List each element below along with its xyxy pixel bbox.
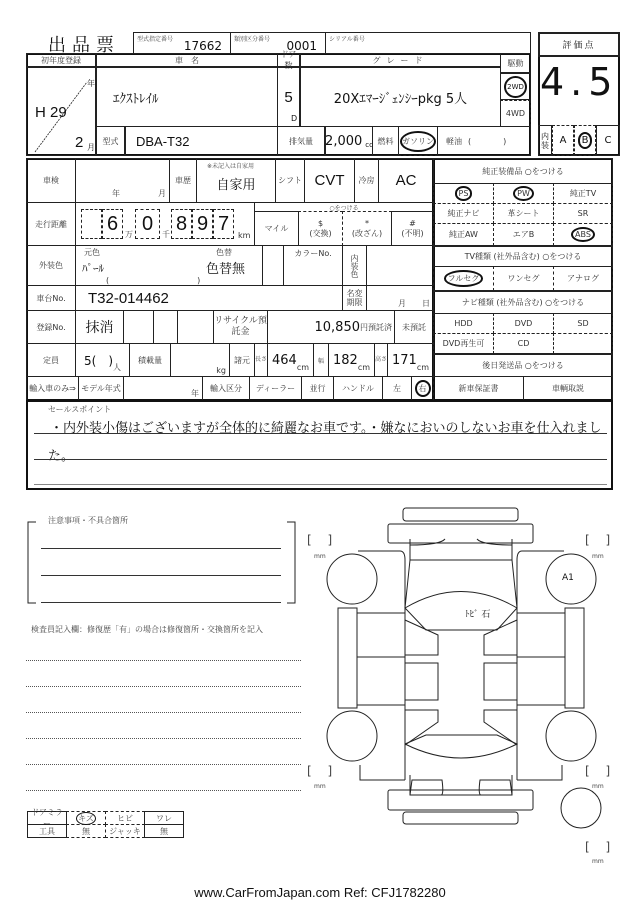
km-unit: km [238, 231, 251, 240]
sales-point-box [26, 400, 613, 490]
handle-label: ハンドル [333, 376, 383, 401]
drive-2wd [500, 73, 531, 100]
inspector-line [26, 738, 301, 739]
grade-label: グレード [300, 53, 501, 67]
inspector-line [26, 764, 301, 765]
history-label: 車歴 [169, 158, 197, 203]
repaint: 色替無 [206, 262, 246, 277]
sill-left [338, 608, 357, 708]
navi-cd[interactable]: CD [493, 333, 554, 354]
color-no-label: カラーNo. [283, 245, 343, 286]
damage-code-windshield: ﾄﾋﾞ 石 [465, 610, 491, 620]
recycle-cell [267, 310, 395, 344]
equip-pw[interactable] [493, 183, 554, 204]
sen-unit: 千 [162, 230, 170, 239]
model-designation-label: 型式指定番号 [137, 36, 174, 43]
import-type-label: 輸入区分 [202, 376, 250, 401]
interior-label: 内装 [538, 125, 552, 156]
sheet-title: 出品票 [48, 35, 120, 56]
model-designation: 17662 [183, 39, 222, 53]
tread-bracket-rr: [ ] [585, 764, 611, 778]
trunk [410, 775, 512, 795]
reg-number: 抹消 [75, 310, 124, 344]
doors-label: ドア数 [277, 53, 300, 67]
navi-empty [553, 333, 613, 354]
fuel-diesel-label: 軽油 [446, 136, 462, 146]
ac: AC [378, 158, 434, 203]
notes-label: 注意事項・不具合箇所 [48, 516, 128, 525]
length-cell [267, 343, 314, 377]
car-name: ｴｸｽﾄﾚｲﾙ [96, 67, 278, 127]
mileage-digit: 0 [135, 209, 160, 239]
handle-right[interactable] [411, 376, 434, 401]
exchanged-option[interactable]: $ (交換) [298, 211, 343, 246]
pillars-right [484, 620, 517, 745]
fuel-gasoline [398, 126, 438, 156]
unknown-option[interactable]: # (不明) [391, 211, 434, 246]
capacity-cell [75, 343, 130, 377]
history-note: ※未記入は自家用 [207, 163, 255, 170]
tread-bracket-rl: [ ] [307, 764, 333, 778]
sales-line [34, 433, 607, 434]
history-value: 自家用 [216, 178, 256, 193]
tampered-option[interactable]: * (改ざん) [342, 211, 392, 246]
inspection-cell[interactable] [75, 158, 170, 203]
equip-ps[interactable] [433, 183, 494, 204]
tv-oneseg[interactable]: ワンセグ [493, 266, 554, 291]
mirror-scratch[interactable] [66, 811, 106, 825]
first-reg-month: 2 [75, 134, 84, 151]
rear-bumper [388, 790, 533, 810]
cm-unit: cm [416, 362, 430, 372]
recycle-paid: 円預託済 [360, 322, 392, 332]
chassis-number: T32-014462 [75, 285, 343, 311]
tread-bracket-fl: [ ] [307, 533, 333, 547]
notes-line [41, 602, 281, 603]
equip-leather[interactable]: 革シート [493, 203, 554, 224]
later-warranty[interactable]: 新車保証書 [433, 376, 524, 401]
equip-navi[interactable]: 純正ナビ [433, 203, 494, 224]
mark-note: ○をつける [254, 202, 434, 212]
first-reg-cell [26, 67, 96, 156]
mirror-label: ドアミラー [27, 811, 67, 825]
import-dealer[interactable]: ディーラー [249, 376, 302, 401]
width-cell [328, 343, 375, 377]
ac-label: 冷房 [354, 158, 379, 203]
sill-right [565, 608, 584, 708]
tv-analog[interactable]: アナログ [553, 266, 613, 291]
equip-ps-circled: PS [455, 186, 473, 201]
name-change-deadline: 月 日 [366, 285, 434, 311]
recycle-amount: 10,850 [314, 319, 360, 335]
name-change-label: 名変期限 [342, 285, 367, 311]
front-bumper-bar [403, 508, 518, 521]
orig-color-label: 元色 [84, 248, 100, 257]
reg-cell [153, 310, 178, 344]
model-label: 型式 [96, 126, 125, 156]
length: 464 [271, 352, 297, 368]
mileage-digit: 7 [213, 209, 234, 239]
jack-label: ジャッキ [105, 824, 145, 838]
tv-header: TV種類 (社外品含む) ○をつける [433, 245, 613, 267]
tread-mm-spare: mm [592, 858, 604, 865]
tire-front-left [327, 554, 377, 604]
inspector-line [26, 660, 301, 661]
repaint-label: 色替 [216, 248, 232, 257]
fuel-label: 燃料 [372, 126, 399, 156]
fuel-gasoline-circled: ガソリン [400, 131, 436, 152]
drive-label: 駆動 [500, 53, 531, 73]
front-fender-right [517, 551, 564, 608]
height-label: 高さ [374, 343, 388, 377]
equip-aw[interactable]: 純正AW [433, 223, 494, 246]
spec-label: 諸元 [229, 343, 255, 377]
repaint-paren: ( ) [106, 276, 201, 285]
damage-code-tire-fr: A1 [562, 573, 574, 583]
equip-tv[interactable]: 純正TV [553, 183, 613, 204]
import-parallel[interactable]: 並行 [301, 376, 334, 401]
tire-rear-left [327, 711, 377, 761]
reg-cell [177, 310, 214, 344]
doors: 5 [277, 67, 300, 127]
chassis-label: 車台No. [26, 285, 76, 311]
headlights [410, 539, 512, 545]
interior-color [366, 245, 434, 286]
tools-value: 無 [66, 824, 106, 838]
inspection-year-unit: 年 [112, 189, 120, 198]
drive-4wd: 4WD [500, 100, 531, 127]
mileage-digit: 9 [192, 209, 213, 239]
tread-mm-rr: mm [592, 783, 604, 790]
category-number: 0001 [286, 39, 317, 53]
tread-bracket-spare: [ ] [585, 840, 611, 854]
fuel-other: ( ) [468, 136, 507, 146]
interior-grade-b [574, 125, 596, 156]
sales-line [34, 484, 607, 485]
person-unit: 人 [113, 362, 121, 372]
tv-fullseg-circled: フルセグ [444, 270, 484, 287]
height-cell [387, 343, 434, 377]
model-year: 年 [123, 376, 203, 401]
exterior-label: 外装色 [26, 245, 76, 286]
interior-grade-c: C [596, 125, 620, 156]
rear-bumper-bar [403, 812, 518, 824]
tools-label: 工具 [27, 824, 67, 838]
mileage-digit: 6 [102, 209, 123, 239]
navi-dvd-playback[interactable]: DVD再生可 [433, 333, 494, 354]
shift: CVT [304, 158, 355, 203]
inspector-line [26, 712, 301, 713]
model-designation-box [133, 32, 231, 54]
length-label: 長さ [254, 343, 268, 377]
body-left [357, 608, 405, 780]
tv-fullseg[interactable] [433, 266, 494, 291]
notes-line [41, 575, 281, 576]
serial-label: シリアル番号 [329, 36, 365, 43]
rear-window [405, 735, 517, 758]
import-label: 輸入車のみ⇒ [26, 376, 79, 401]
equip-airbag[interactable]: エアB [493, 223, 554, 246]
handle-right-circled: 右 [415, 380, 431, 397]
equip-abs[interactable] [553, 223, 613, 246]
inspection-label: 車検 [26, 158, 76, 203]
cm-unit: cm [296, 362, 310, 372]
category-label: 類別区分番号 [234, 36, 271, 43]
jack-value: 無 [144, 824, 184, 838]
windshield [405, 592, 517, 631]
width-label: 幅 [313, 343, 329, 377]
model-year-label: モデル年式 [78, 376, 124, 401]
load-label: 積載量 [129, 343, 171, 377]
displacement-unit: cc [365, 141, 373, 149]
mileage-label: 走行距離 [26, 202, 76, 246]
capacity: 5( ) [84, 353, 113, 368]
navi-sd[interactable]: SD [553, 313, 613, 334]
equip-sr[interactable]: SR [553, 203, 613, 224]
orig-color: ﾊﾟｰﾙ [82, 262, 104, 275]
later-header: 後日発送品 ○をつける [433, 353, 613, 377]
load-capacity: kg [170, 343, 230, 377]
sales-point-line1: ・内外装小傷はございますが全体的に綺麗なお車です。・嫌なにおいのしないお車を仕入れまし [50, 421, 602, 436]
mile-option[interactable]: マイル [254, 211, 299, 246]
inspection-month-unit: 月 [158, 189, 166, 198]
equip-pw-circled: PW [513, 186, 534, 201]
drive-2wd-circled: 2WD [504, 76, 527, 98]
mirror-scratch-circled: キズ [78, 813, 94, 823]
rating-label: 評価点 [538, 32, 620, 57]
navi-hdd[interactable]: HDD [433, 313, 494, 334]
interior-grade-b-circled: B [578, 132, 593, 149]
mileage-digit: 8 [171, 209, 192, 239]
sales-point-line2: た。 [48, 449, 75, 464]
rating-score: 4.5 [540, 60, 619, 104]
width: 182 [332, 352, 358, 368]
inspector-line [26, 686, 301, 687]
equip-abs-circled: ABS [571, 227, 595, 242]
sales-point-label: セールスポイント [48, 405, 112, 414]
handle-left[interactable]: 左 [382, 376, 412, 401]
first-reg-year: H 29 [35, 104, 67, 121]
tread-mm-fr: mm [592, 553, 604, 560]
tire-rear-right [546, 711, 596, 761]
front-bumper [388, 524, 533, 543]
capacity-label: 定員 [26, 343, 76, 377]
equipment-header: 純正装備品 ○をつける [433, 158, 613, 184]
man-unit: 万 [125, 230, 133, 239]
grade: 20Xｴﾏｰｼﾞｪﾝｼｰpkg 5人 [300, 67, 501, 127]
first-reg-label: 初年度登録 [26, 53, 96, 67]
recycle-unpaid: 未預託 [394, 310, 434, 344]
serial-box [325, 32, 531, 54]
mirror-crack[interactable]: ヒビ [105, 811, 145, 825]
displacement-label: 排気量 [277, 126, 325, 156]
mirror-break[interactable]: ワレ [144, 811, 184, 825]
month-unit: 月 [87, 143, 95, 152]
model: DBA-T32 [125, 126, 278, 156]
interior-color-label: 内装色 [342, 245, 367, 286]
mileage-digit [81, 209, 102, 239]
doors-unit: D [291, 114, 298, 123]
displacement: 2,000 [325, 133, 363, 149]
year-unit: 年 [87, 79, 95, 88]
footer-ref: www.CarFromJapan.com Ref: CFJ1782280 [194, 885, 446, 900]
height: 171 [391, 352, 417, 368]
tread-mm-fl: mm [314, 553, 326, 560]
hood [405, 539, 517, 608]
pillars-left [405, 620, 438, 745]
shift-label: シフト [275, 158, 305, 203]
cm-unit: cm [357, 362, 371, 372]
inspector-label: 検査員記入欄：修復歴「有」の場合は修復箇所・交換箇所を記入 [31, 625, 263, 634]
sales-line [34, 459, 607, 460]
mileage-cell [75, 202, 255, 246]
notes-line [41, 548, 281, 549]
front-fender-left [358, 551, 405, 608]
reg-cell [123, 310, 154, 344]
interior-grade-a: A [552, 125, 574, 156]
tread-mm-rl: mm [314, 783, 326, 790]
spare-tire [561, 788, 601, 828]
tread-bracket-fr: [ ] [585, 533, 611, 547]
navi-header: ナビ種類 (社外品含む) ○をつける [433, 290, 613, 314]
history [196, 158, 276, 203]
car-name-label: 車 名 [96, 53, 278, 67]
body-right [517, 608, 565, 780]
fuel-diesel [437, 126, 531, 156]
navi-dvd[interactable]: DVD [493, 313, 554, 334]
displacement-cell [325, 126, 373, 156]
exterior-color-cell [75, 245, 263, 286]
reg-label: 登録No. [26, 310, 76, 344]
inspector-line [26, 790, 301, 791]
later-manual[interactable]: 車輌取説 [523, 376, 613, 401]
recycle-label: リサイクル預託金 [213, 310, 268, 344]
